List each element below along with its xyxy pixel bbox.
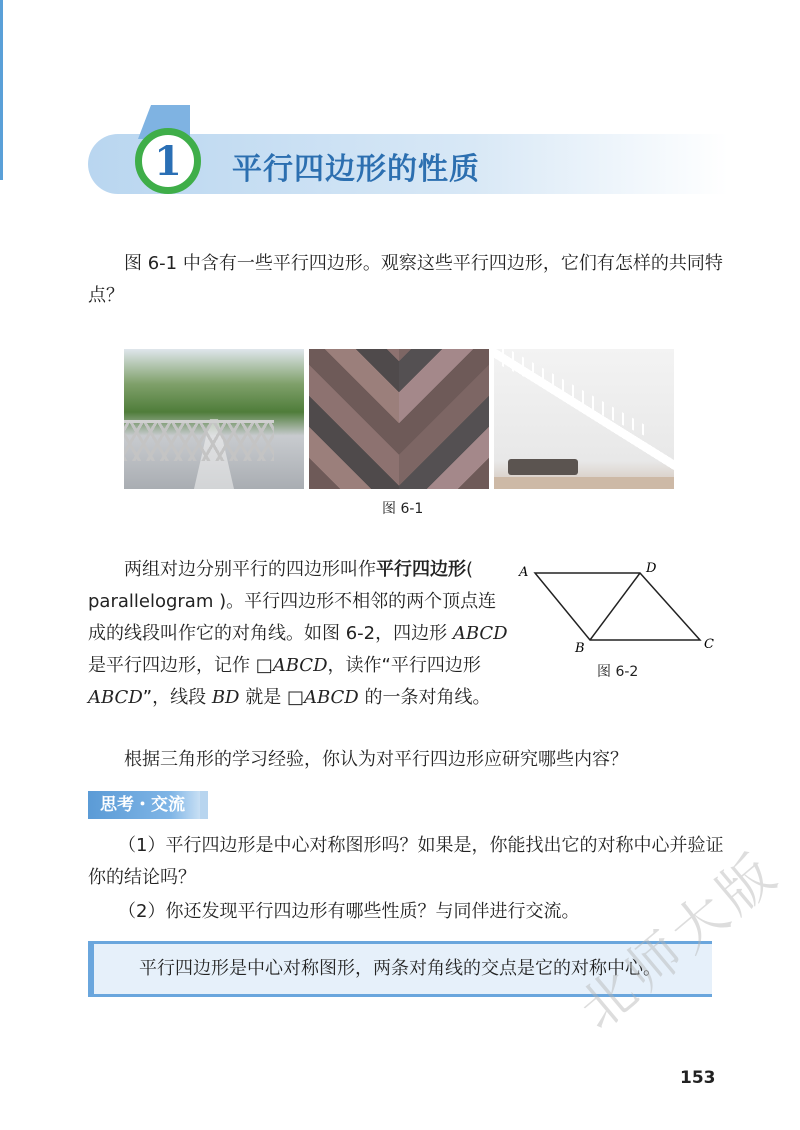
figure-6-1-caption: 图 6-1 <box>382 501 424 517</box>
staircase-photo <box>494 349 674 489</box>
gate-photo <box>124 349 304 489</box>
parallelogram-shape <box>535 573 700 640</box>
page-edge-line <box>0 0 3 180</box>
think-tag-stripe <box>200 791 208 819</box>
figure-6-2-caption: 图 6-2 <box>597 664 639 680</box>
parallelogram-diagram <box>515 560 720 655</box>
conclusion-box-edge <box>88 941 94 997</box>
diagonal-bd <box>590 573 640 640</box>
publisher-watermark: 北师大版 <box>567 839 792 1042</box>
section-title: 平行四边形的性质 <box>232 152 480 187</box>
vertex-label-c: C <box>704 637 714 652</box>
herringbone-floor-photo <box>309 349 489 489</box>
question-2: （2）你还发现平行四边形有哪些性质？与同伴进行交流。 <box>118 901 580 922</box>
term-parallelogram: 平行四边形 <box>376 559 466 580</box>
intro-paragraph: 图 6-1 中含有一些平行四边形。观察这些平行四边形，它们有怎样的共同特点？ <box>88 253 723 306</box>
conclusion-box: 平行四边形是中心对称图形，两条对角线的交点是它的对称中心。 <box>88 941 712 997</box>
vertex-label-a: A <box>519 565 529 580</box>
figure-6-1-photos <box>124 349 676 489</box>
section-number-badge: 1 <box>135 128 201 194</box>
vertex-label-d: D <box>646 561 657 576</box>
vertex-label-b: B <box>575 641 585 655</box>
think-discuss-tag: 思考・交流 <box>88 791 206 819</box>
definition-paragraph: 两组对边分别平行的四边形叫作平行四边形( parallelogram )。平行四边形不相邻的两个顶点连成的线段叫作它的对角线。如图 6-2，四边形 ABCD 是平行四边形，记作 □ABCD，读作“平行四边形 ABCD”，线段 BD 就是 □ABCD 的一条对角线。 <box>88 559 508 708</box>
question-1: （1）平行四边形是中心对称图形吗？如果是，你能找出它的对称中心并验证你的结论吗？ <box>88 835 724 888</box>
page-number: 153 <box>680 1068 716 1088</box>
main-question: 根据三角形的学习经验，你认为对平行四边形应研究哪些内容？ <box>124 749 628 770</box>
